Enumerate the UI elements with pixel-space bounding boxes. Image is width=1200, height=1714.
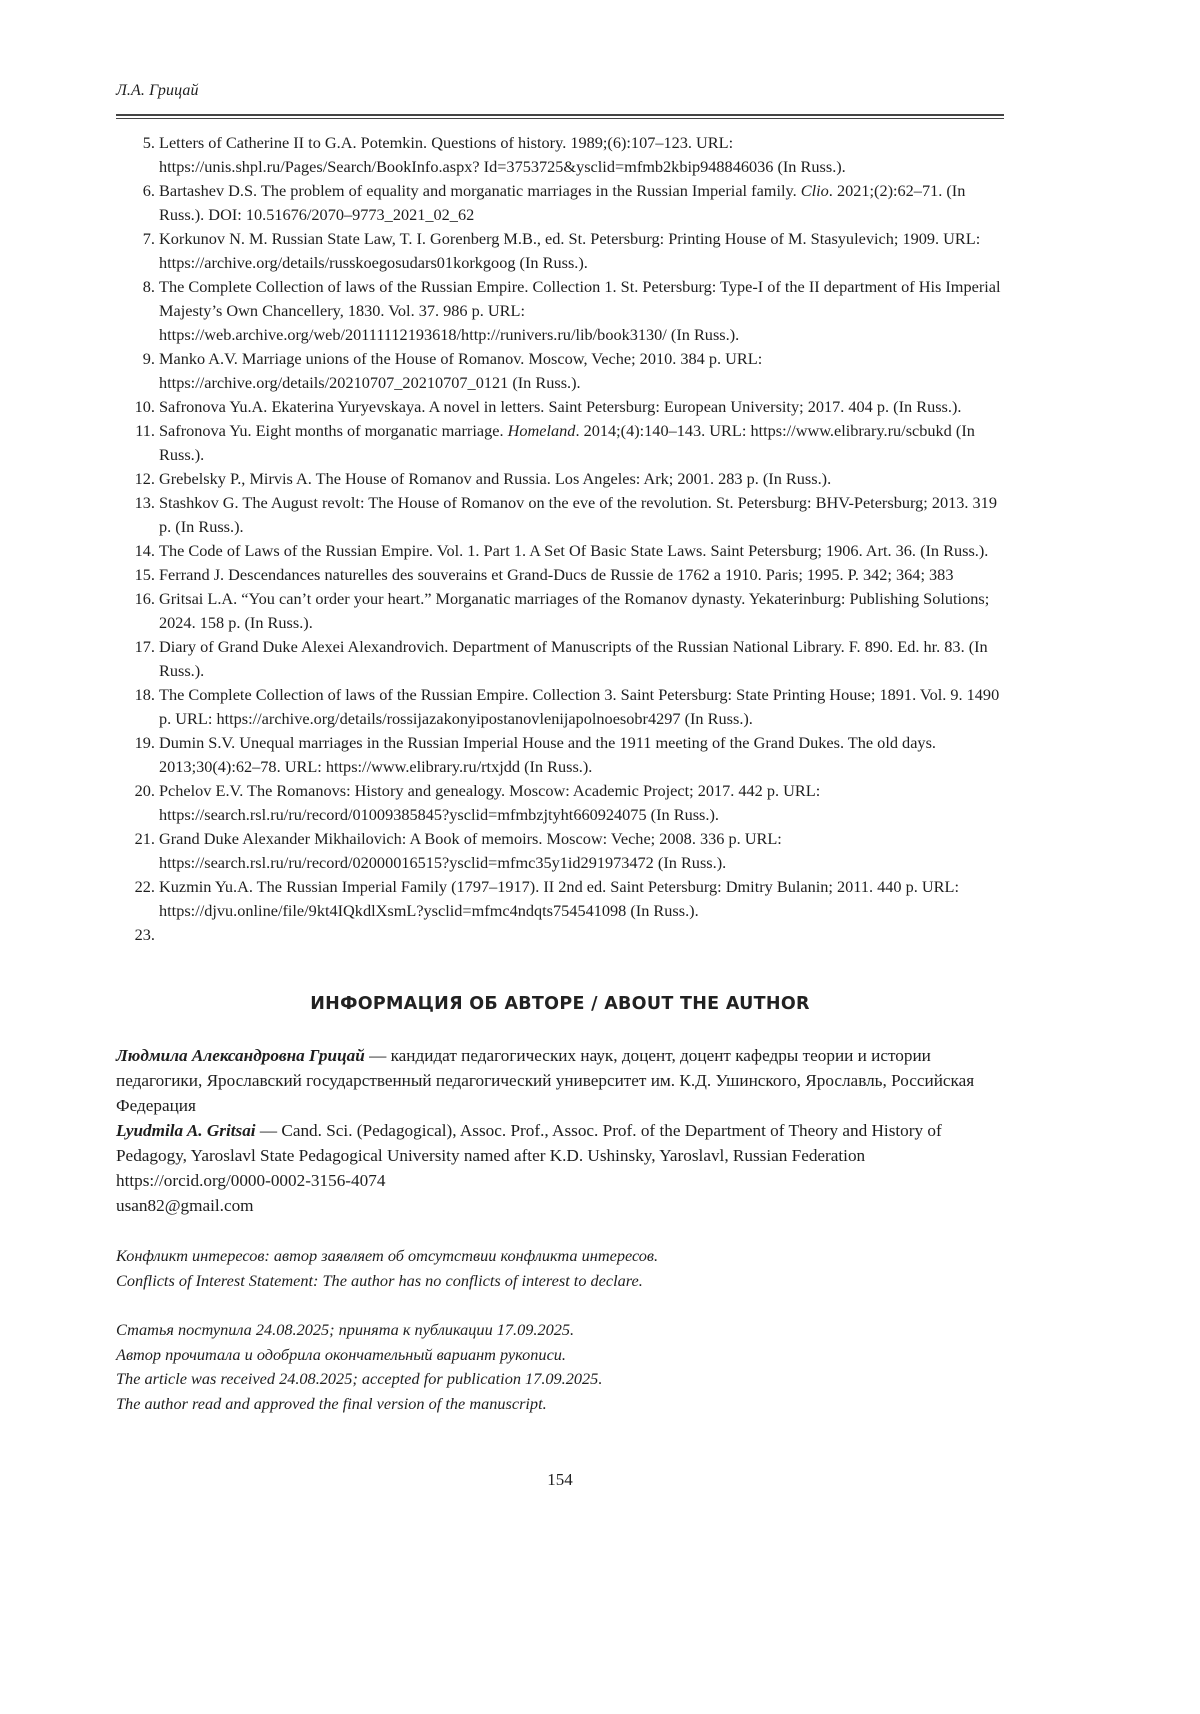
reference-number: 21. — [116, 827, 155, 875]
conflicts-statement — [116, 1244, 1008, 1293]
reference-item — [116, 563, 1008, 587]
reference-number: 10. — [116, 395, 155, 419]
reference-number: 8. — [116, 275, 155, 347]
header-rule-thin — [116, 118, 1004, 119]
publication-info — [116, 1318, 1008, 1416]
author-email[interactable]: usan82@gmail.com — [116, 1193, 1008, 1218]
reference-item — [116, 635, 1008, 683]
received-dates-ru: Статья поступила 24.08.2025; принята к публикации 17.09.2025. — [116, 1318, 1008, 1343]
reference-text: Ferrand J. Descendances naturelles des souverains et Grand-Ducs de Russie de 1762 a 1910. Paris; 1995. P. 342; 364; 383 — [155, 563, 1008, 587]
journal-title: Clio — [801, 181, 829, 200]
reference-item — [116, 275, 1008, 347]
reference-item — [116, 827, 1008, 875]
reference-number: 22. — [116, 875, 155, 923]
reference-item — [116, 131, 1008, 179]
reference-text: Stashkov G. The August revolt: The House of Romanov on the eve of the revolution. St. Petersburg: BHV-Petersburg; 2013. 319 p. (In Russ.). — [155, 491, 1008, 539]
reference-number: 18. — [116, 683, 155, 731]
reference-list — [116, 131, 1008, 947]
reference-item — [116, 923, 1008, 947]
reference-item — [116, 539, 1008, 563]
reference-number: 12. — [116, 467, 155, 491]
reference-number: 5. — [116, 131, 155, 179]
reference-number: 20. — [116, 779, 155, 827]
author-info — [116, 1043, 1008, 1218]
reference-text: Grand Duke Alexander Mikhailovich: A Book of memoirs. Moscow: Veche; 2008. 336 p. URL: https://search.rsl.ru/ru/record/02000016515?ysclid=mfmc35y1id291973472 (In Russ.). — [155, 827, 1008, 875]
author-info-ru: Людмила Александровна Грицай — кандидат педагогических наук, доцент, доцент кафедры теории и истории педагогики, Ярославский государственный педагогический университет им. К.Д. Ушинского, Ярославль, Российская Федерация — [116, 1043, 1008, 1118]
reference-item — [116, 731, 1008, 779]
header-rule-thick — [116, 114, 1004, 116]
reference-item — [116, 587, 1008, 635]
reference-item — [116, 179, 1008, 227]
reference-number: 7. — [116, 227, 155, 275]
reference-number: 19. — [116, 731, 155, 779]
reference-item — [116, 227, 1008, 275]
author-section-heading: ИНФОРМАЦИЯ ОБ АВТОРЕ / ABOUT THE AUTHOR — [116, 994, 1004, 1014]
reference-number: 23. — [116, 923, 155, 947]
reference-text: Safronova Yu.A. Ekaterina Yuryevskaya. A novel in letters. Saint Petersburg: European University; 2017. 404 p. (In Russ.). — [155, 395, 1008, 419]
reference-text: Gritsai L.A. “You can’t order your heart.” Morganatic marriages of the Romanov dynasty. Yekaterinburg: Publishing Solutions; 2024. 158 p. (In Russ.). — [155, 587, 1008, 635]
reference-item — [116, 419, 1008, 467]
running-header-author: Л.А. Грицай — [116, 82, 199, 100]
reference-item — [116, 779, 1008, 827]
reference-number: 9. — [116, 347, 155, 395]
reference-text: Pchelov E.V. The Romanovs: History and genealogy. Moscow: Academic Project; 2017. 442 p. URL: https://search.rsl.ru/ru/record/01009385845?ysclid=mfmbzjtyht660924075 (In Russ.). — [155, 779, 1008, 827]
reference-item — [116, 467, 1008, 491]
reference-text: Dumin S.V. Unequal marriages in the Russian Imperial House and the 1911 meeting of the Grand Dukes. The old days. 2013;30(4):62–78. URL: https://www.elibrary.ru/rtxjdd (In Russ.). — [155, 731, 1008, 779]
reference-text: The Complete Collection of laws of the Russian Empire. Collection 3. Saint Petersburg: State Printing House; 1891. Vol. 9. 1490 p. URL: https://archive.org/details/rossijazakonyipostanovlenijapolnoesobr4297 (In Russ.). — [155, 683, 1008, 731]
orcid-link[interactable]: https://orcid.org/0000-0002-3156-4074 — [116, 1168, 1008, 1193]
page-number: 154 — [0, 1470, 1120, 1490]
reference-text: Grebelsky P., Mirvis A. The House of Romanov and Russia. Los Angeles: Ark; 2001. 283 p. (In Russ.). — [155, 467, 1008, 491]
reference-item — [116, 491, 1008, 539]
author-name-ru: Людмила Александровна Грицай — [116, 1046, 365, 1065]
reference-text: Diary of Grand Duke Alexei Alexandrovich. Department of Manuscripts of the Russian National Library. F. 890. Ed. hr. 83. (In Russ.). — [155, 635, 1008, 683]
reference-item — [116, 875, 1008, 923]
reference-text: Letters of Catherine II to G.A. Potemkin. Questions of history. 1989;(6):107–123. URL: https://unis.shpl.ru/Pages/Search/BookInfo.aspx? Id=3753725&ysclid=mfmb2kbip948846036 (In Russ.). — [155, 131, 1008, 179]
reference-item — [116, 347, 1008, 395]
reference-number: 13. — [116, 491, 155, 539]
reference-item — [116, 683, 1008, 731]
reference-number: 11. — [116, 419, 155, 467]
journal-title: Homeland — [508, 421, 576, 440]
received-dates-en: The article was received 24.08.2025; accepted for publication 17.09.2025. — [116, 1367, 1008, 1392]
approval-en: The author read and approved the final version of the manuscript. — [116, 1392, 1008, 1417]
reference-text — [155, 923, 1008, 947]
reference-text: The Complete Collection of laws of the Russian Empire. Collection 1. St. Petersburg: Type-I of the II department of His Imperial Majesty’s Own Chancellery, 1830. Vol. 37. 986 p. URL: https://web.archive.org/web/20111112193618/http://runivers.ru/lib/book3130/ (In Russ.). — [155, 275, 1008, 347]
reference-number: 15. — [116, 563, 155, 587]
reference-number: 17. — [116, 635, 155, 683]
reference-text: Safronova Yu. Eight months of morganatic marriage. Homeland. 2014;(4):140–143. URL: https://www.elibrary.ru/scbukd (In Russ.). — [155, 419, 1008, 467]
conflicts-en: Conflicts of Interest Statement: The author has no conflicts of interest to declare. — [116, 1269, 1008, 1294]
reference-text: Manko A.V. Marriage unions of the House of Romanov. Moscow, Veche; 2010. 384 p. URL: https://archive.org/details/20210707_20210707_0121 (In Russ.). — [155, 347, 1008, 395]
reference-text: Korkunov N. M. Russian State Law, T. I. Gorenberg M.B., ed. St. Petersburg: Printing House of M. Stasyulevich; 1909. URL: https://archive.org/details/russkoegosudars01korkgoog (In Russ.). — [155, 227, 1008, 275]
author-name-en: Lyudmila A. Gritsai — [116, 1121, 256, 1140]
reference-text: The Code of Laws of the Russian Empire. Vol. 1. Part 1. A Set Of Basic State Laws. Saint Petersburg; 1906. Art. 36. (In Russ.). — [155, 539, 1008, 563]
reference-number: 6. — [116, 179, 155, 227]
reference-number: 16. — [116, 587, 155, 635]
conflicts-ru: Конфликт интересов: автор заявляет об отсутствии конфликта интересов. — [116, 1244, 1008, 1269]
reference-text: Kuzmin Yu.A. The Russian Imperial Family (1797–1917). II 2nd ed. Saint Petersburg: Dmitry Bulanin; 2011. 440 p. URL: https://djvu.online/file/9kt4IQkdlXsmL?ysclid=mfmc4ndqts754541098 (In Russ.). — [155, 875, 1008, 923]
author-info-en: Lyudmila A. Gritsai — Cand. Sci. (Pedagogical), Assoc. Prof., Assoc. Prof. of the Department of Theory and History of Pedagogy, Yaroslavl State Pedagogical University named after K.D. Ushinsky, Yaroslavl, Russian Federation — [116, 1118, 1008, 1168]
reference-number: 14. — [116, 539, 155, 563]
reference-item — [116, 395, 1008, 419]
reference-text: Bartashev D.S. The problem of equality and morganatic marriages in the Russian Imperial family. Clio. 2021;(2):62–71. (In Russ.). DOI: 10.51676/2070–9773_2021_02_62 — [155, 179, 1008, 227]
approval-ru: Автор прочитала и одобрила окончательный вариант рукописи. — [116, 1343, 1008, 1368]
